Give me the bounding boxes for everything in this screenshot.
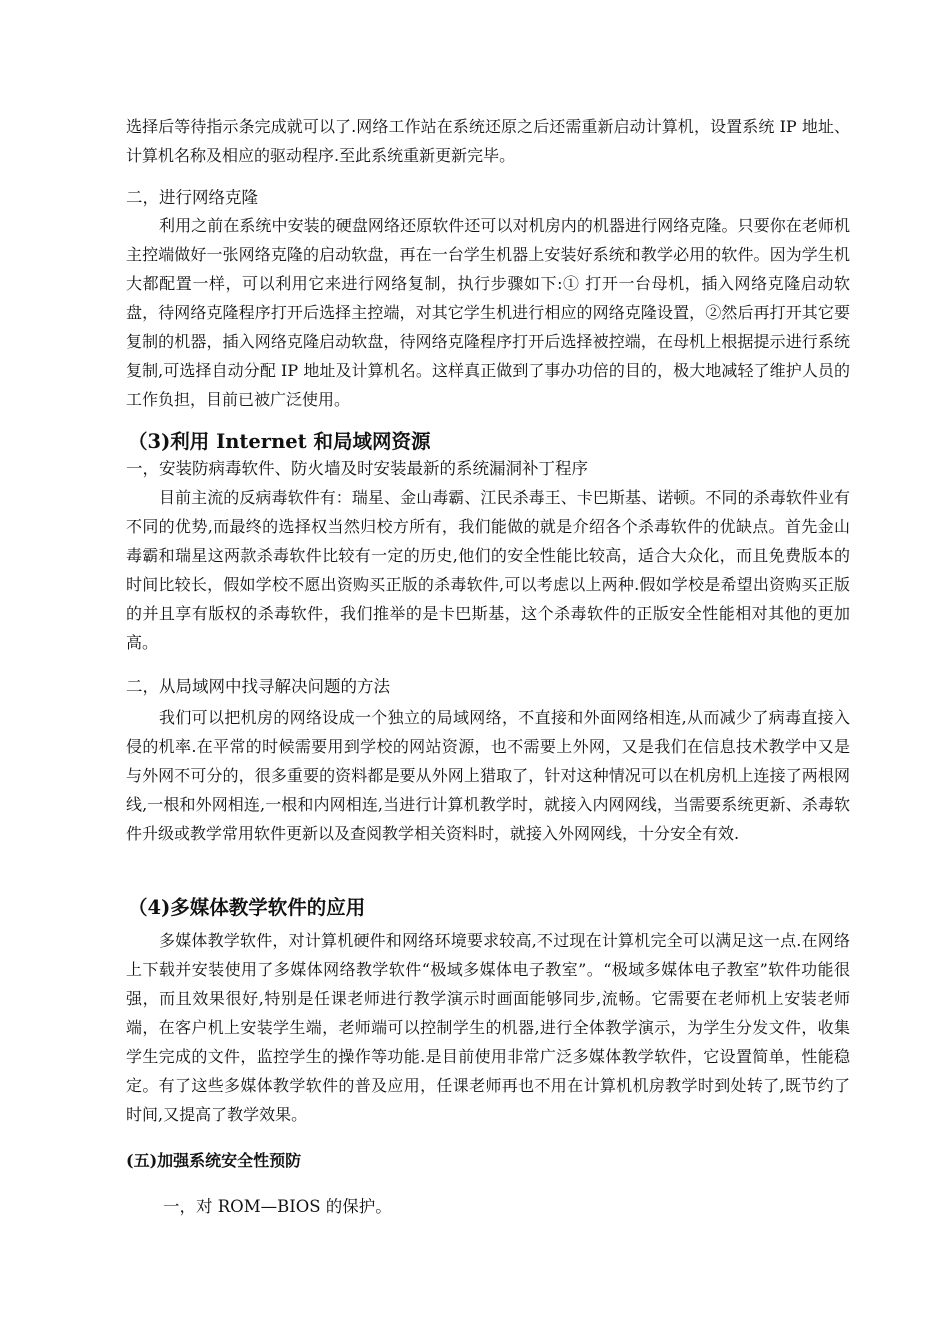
body-text: 利用之前在系统中安装的硬盘网络还原软件还可以对机房内的机器进行网络克隆。只要你在老师机主控端做好一张网络克隆的启动软盘，再在一台学生机器上安装好系统和教学必用的软件。因为学生机大都配置一样，可以利用它来进行网络复制，执行步骤如下:① 打开一台母机，插入网络克隆启动软盘，待网络克隆程序打开后选择主控端，对其它学生机进行相应的网络克隆设置，②然后再打开其它要复制的机器，插入网络克隆启动软盘，待网络克隆程序打开后选择被控端，在母机上根据提示进行系统复制,可选择自动分配 IP 地址及计算机名。这样真正做到了事办功倍的目的，极大地减轻了维护人员的工作负担，目前已被广泛使用。: [126, 216, 850, 409]
heading-system-security: [126, 1148, 850, 1174]
subheading-text: 一，安装防病毒软件、防火墙及时安装最新的系统漏洞补丁程序: [126, 459, 588, 478]
subheading-antivirus: [126, 455, 850, 483]
heading-internet-lan: [128, 428, 852, 456]
paragraph-lan-solutions: [126, 703, 850, 848]
body-text: 多媒体教学软件，对计算机硬件和网络环境要求较高,不过现在计算机完全可以满足这一点.在网络上下载并安装使用了多媒体网络教学软件“极域多媒体电子教室”。“极域多媒体电子教室”软件功能很强，而且效果很好,特别是任课老师进行教学演示时画面能够同步,流畅。它需要在老师机上安装老师端，在客户机上安装学生端，老师端可以控制学生的机器,进行全体教学演示，为学生分发文件，收集学生完成的文件，监控学生的操作等功能.是目前使用非常广泛多媒体教学软件，它设置简单，性能稳定。有了这些多媒体教学软件的普及应用，任课老师再也不用在计算机机房教学时到处转了,既节约了时间,又提高了教学效果。: [126, 931, 850, 1124]
paragraph-bios-protection: [163, 1193, 850, 1221]
subheading-lan-solutions: [126, 673, 850, 701]
body-text: 一，对 ROM—BIOS 的保护。: [163, 1197, 392, 1216]
paragraph-multimedia: [126, 926, 850, 1129]
paragraph-antivirus: [126, 483, 850, 657]
section-heading: (五)加强系统安全性预防: [126, 1151, 302, 1170]
body-text: 我们可以把机房的网络设成一个独立的局域网络，不直接和外面网络相连,从而减少了病毒直接入侵的机率.在平常的时候需要用到学校的网站资源，也不需要上外网，又是我们在信息技术教学中又是与外网不可分的，很多重要的资料都是要从外网上猎取了，针对这种情况可以在机房机上连接了两根网线,一根和外网相连,一根和内网相连,当进行计算机教学时，就接入内网网线，当需要系统更新、杀毒软件升级或教学常用软件更新以及查阅教学相关资料时，就接入外网网线，十分安全有效.: [126, 708, 850, 843]
subheading-text: 二，从局域网中找寻解决问题的方法: [126, 677, 390, 696]
paragraph-restore-finish: [126, 112, 850, 170]
body-text: 目前主流的反病毒软件有：瑞星、金山毒霸、江民杀毒王、卡巴斯基、诺顿。不同的杀毒软件业有不同的优势,而最终的选择权当然归校方所有，我们能做的就是介绍各个杀毒软件的优缺点。首先金山毒霸和瑞星这两款杀毒软件比较有一定的历史,他们的安全性能比较高，适合大众化，而且免费版本的时间比较长，假如学校不愿出资购买正版的杀毒软件,可以考虑以上两种.假如学校是希望出资购买正版的并且享有版权的杀毒软件，我们推举的是卡巴斯基，这个杀毒软件的正版安全性能相对其他的更加高。: [126, 488, 850, 652]
subheading-network-clone: [126, 184, 850, 212]
body-text: 选择后等待指示条完成就可以了.网络工作站在系统还原之后还需重新启动计算机，设置系统 IP 地址、计算机名称及相应的驱动程序.至此系统重新更新完毕。: [126, 117, 850, 165]
heading-multimedia: [128, 894, 852, 922]
section-heading: （4)多媒体教学软件的应用: [128, 896, 366, 919]
paragraph-network-clone: [126, 211, 850, 414]
section-heading: （3)利用 Internet 和局域网资源: [128, 430, 431, 453]
subheading-text: 二，进行网络克隆: [126, 188, 258, 207]
